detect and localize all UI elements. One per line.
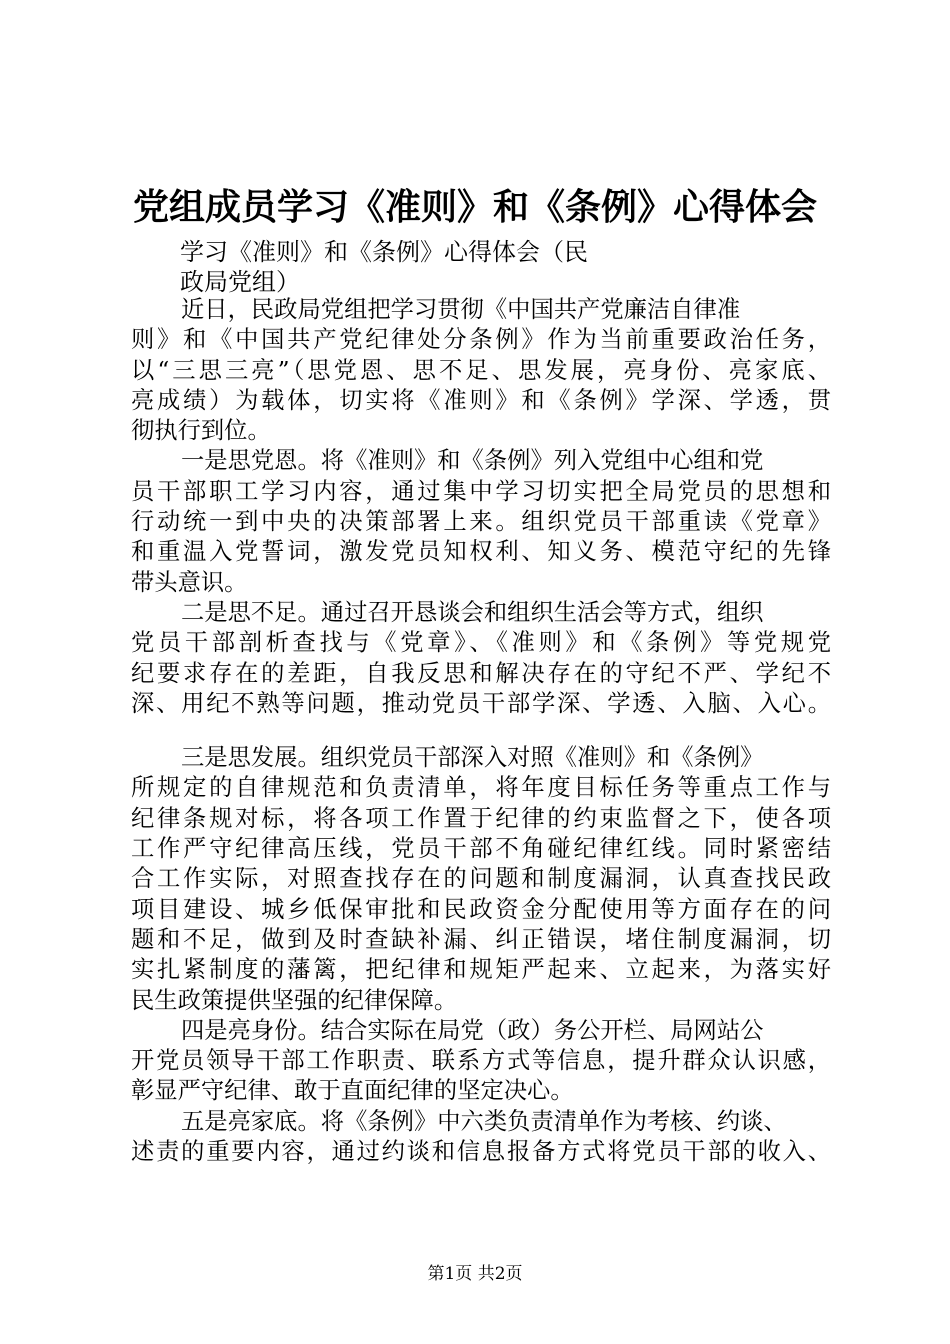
paragraph-intro — [131, 295, 831, 446]
paragraph-gap — [131, 719, 831, 743]
paragraph-line: 党员干部剖析查找与《党章》、《准则》和《条例》等党规党 — [131, 629, 831, 657]
paragraph-line: 题和不足，做到及时查缺补漏、纠正错误，堵住制度漏洞，切 — [131, 925, 831, 953]
paragraph-line: 行动统一到中央的决策部署上来。组织党员干部重读《党章》 — [131, 508, 831, 536]
paragraph-line: 和重温入党誓词，激发党员知权利、知义务、模范守纪的先锋 — [131, 538, 831, 566]
paragraph-line: 纪律条规对标，将各项工作置于纪律的约束监督之下，使各项 — [131, 804, 831, 832]
document-body — [131, 295, 831, 1167]
paragraph-line: 五是亮家底。将《条例》中六类负责清单作为考核、约谈、 — [181, 1107, 787, 1135]
subtitle-line: 学习《准则》和《条例》心得体会（民 — [180, 238, 588, 266]
paragraph-line: 亮成绩）为载体，切实将《准则》和《条例》学深、学透，贯 — [131, 386, 831, 414]
paragraph-line: 项目建设、城乡低保审批和民政资金分配使用等方面存在的问 — [131, 895, 831, 923]
paragraph-line: 民生政策提供坚强的纪律保障。 — [131, 986, 458, 1014]
subtitle-line: 政局党组） — [180, 268, 300, 297]
paragraph-line: 二是思不足。通过召开恳谈会和组织生活会等方式，组织 — [181, 598, 764, 626]
paragraph-2 — [131, 598, 831, 719]
paragraph-line: 员干部职工学习内容，通过集中学习切实把全局党员的思想和 — [131, 477, 831, 505]
document-subtitle — [180, 236, 640, 297]
paragraph-1 — [131, 446, 831, 597]
paragraph-line: 所规定的自律规范和负责清单，将年度目标任务等重点工作与 — [131, 774, 831, 802]
paragraph-4 — [131, 1016, 831, 1107]
paragraph-line: 纪要求存在的差距，自我反思和解决存在的守纪不严、学纪不 — [131, 659, 831, 687]
paragraph-line: 带头意识。 — [131, 568, 248, 596]
document-title: 党组成员学习《准则》和《条例》心得体会 — [132, 187, 817, 228]
page-number-footer: 第1页 共2页 — [427, 1264, 523, 1284]
paragraph-line: 近日，民政局党组把学习贯彻《中国共产党廉洁自律准 — [181, 296, 741, 323]
paragraph-line: 实扎紧制度的藩篱，把纪律和规矩严起来、立起来，为落实好 — [131, 956, 831, 984]
paragraph-line: 彻执行到位。 — [131, 417, 271, 445]
paragraph-line: 深、用纪不熟等问题，推动党员干部学深、学透、入脑、入心。 — [131, 689, 831, 717]
paragraph-line: 彰显严守纪律、敢于直面纪律的坚定决心。 — [131, 1077, 574, 1105]
paragraph-line: 一是思党恩。将《准则》和《条例》列入党组中心组和党 — [181, 447, 764, 475]
paragraph-line: 开党员领导干部工作职责、联系方式等信息，提升群众认识感， — [131, 1047, 831, 1075]
paragraph-line: 合工作实际，对照查找存在的问题和制度漏洞，认真查找民政 — [131, 865, 831, 893]
paragraph-line: 四是亮身份。结合实际在局党（政）务公开栏、局网站公 — [181, 1016, 764, 1044]
paragraph-line: 述责的重要内容，通过约谈和信息报备方式将党员干部的收入、 — [131, 1138, 831, 1166]
paragraph-5 — [131, 1107, 831, 1168]
paragraph-line: 则》和《中国共产党纪律处分条例》作为当前重要政治任务， — [131, 326, 831, 354]
paragraph-line: 以“三思三亮”（思党恩、思不足、思发展，亮身份、亮家底、 — [131, 356, 831, 384]
paragraph-line: 工作严守纪律高压线，党员干部不角碰纪律红线。同时紧密结 — [131, 835, 831, 863]
paragraph-line: 三是思发展。组织党员干部深入对照《准则》和《条例》 — [181, 744, 764, 772]
paragraph-3 — [131, 743, 831, 1016]
